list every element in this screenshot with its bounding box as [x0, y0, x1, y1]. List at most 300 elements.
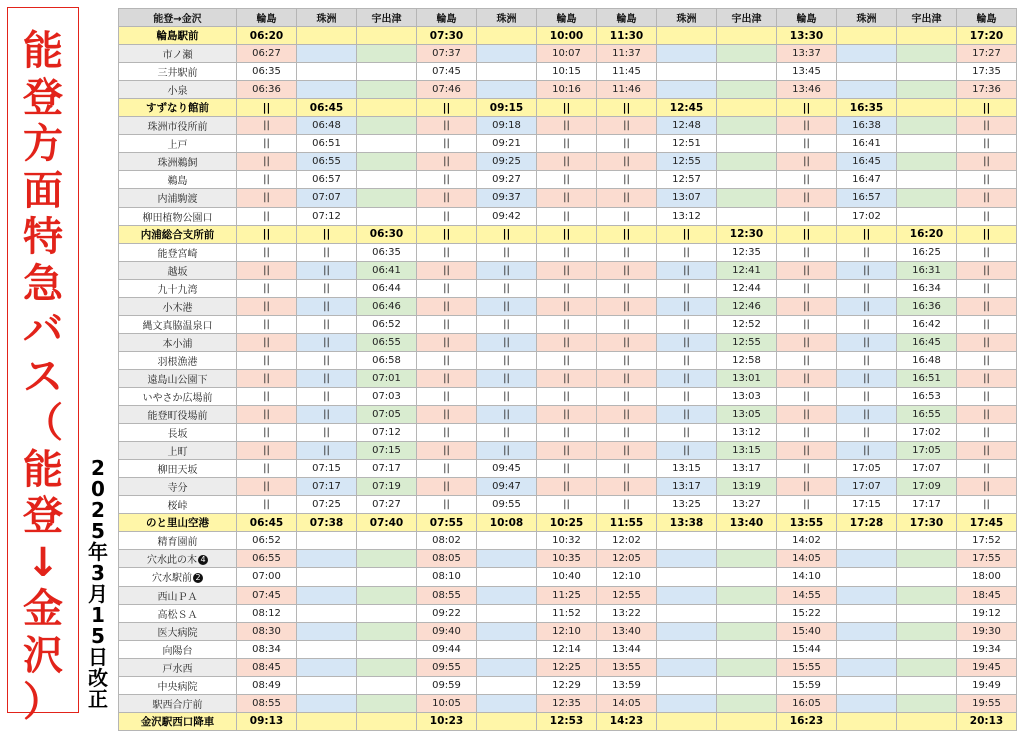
departure-time: 15:40	[777, 622, 837, 640]
departure-time: ||	[777, 406, 837, 424]
table-row	[119, 604, 1017, 622]
departure-time: ||	[957, 351, 1017, 369]
departure-time: 12:55	[597, 586, 657, 604]
departure-time: 16:57	[837, 189, 897, 207]
departure-time: ||	[777, 135, 837, 153]
departure-time	[897, 153, 957, 171]
departure-time: ||	[957, 387, 1017, 405]
stop-name	[119, 189, 237, 207]
departure-time	[357, 658, 417, 676]
departure-time: ||	[837, 243, 897, 261]
departure-time: ||	[297, 442, 357, 460]
departure-time: ||	[597, 333, 657, 351]
title-char: （	[23, 400, 63, 446]
departure-time: ||	[477, 333, 537, 351]
departure-time	[357, 568, 417, 586]
table-row	[119, 369, 1017, 387]
table-row	[119, 99, 1017, 117]
departure-time: ||	[597, 496, 657, 514]
departure-time	[717, 568, 777, 586]
departure-time	[357, 99, 417, 117]
title-panel	[7, 7, 79, 725]
departure-time	[897, 658, 957, 676]
departure-time	[477, 568, 537, 586]
departure-time: ||	[537, 225, 597, 243]
stop-name	[119, 550, 237, 568]
departure-time: ||	[237, 369, 297, 387]
departure-time	[297, 604, 357, 622]
departure-time: ||	[537, 99, 597, 117]
departure-time: 13:15	[717, 442, 777, 460]
departure-time: ||	[657, 351, 717, 369]
departure-time: 14:55	[777, 586, 837, 604]
departure-time: ||	[477, 261, 537, 279]
departure-time	[477, 586, 537, 604]
departure-time: ||	[477, 225, 537, 243]
departure-time: 06:45	[237, 514, 297, 532]
departure-time	[657, 586, 717, 604]
departure-time: 06:48	[297, 117, 357, 135]
departure-time: ||	[237, 387, 297, 405]
departure-time: 07:45	[417, 63, 477, 81]
departure-time: 16:38	[837, 117, 897, 135]
departure-time: 13:25	[657, 496, 717, 514]
title-char: 方	[23, 121, 63, 167]
departure-time: 12:51	[657, 135, 717, 153]
departure-time: ||	[417, 460, 477, 478]
title-char: 急	[23, 260, 63, 307]
departure-time: 19:34	[957, 640, 1017, 658]
stop-name	[119, 442, 237, 460]
departure-time	[657, 27, 717, 45]
stop-name	[119, 658, 237, 676]
departure-time: ||	[777, 351, 837, 369]
departure-time: 17:30	[897, 514, 957, 532]
departure-time: ||	[957, 153, 1017, 171]
departure-time	[717, 622, 777, 640]
departure-time: ||	[657, 333, 717, 351]
stop-name	[119, 604, 237, 622]
departure-time: 10:40	[537, 568, 597, 586]
stop-name-label: 内浦総合支所前	[140, 228, 215, 241]
revision-char: 月	[88, 582, 108, 606]
departure-time: ||	[657, 387, 717, 405]
departure-time	[717, 640, 777, 658]
stop-name	[119, 207, 237, 225]
departure-time	[837, 658, 897, 676]
departure-time: 12:10	[597, 568, 657, 586]
departure-time: 07:55	[417, 514, 477, 532]
departure-time	[477, 604, 537, 622]
revision-char: 5	[91, 624, 105, 648]
departure-time	[657, 604, 717, 622]
departure-time: 10:15	[537, 63, 597, 81]
title-char: 沢	[23, 632, 63, 679]
departure-time: ||	[297, 279, 357, 297]
departure-time	[297, 658, 357, 676]
departure-time: ||	[837, 424, 897, 442]
departure-time	[357, 694, 417, 712]
stop-name-label: 高松ＳＡ	[157, 609, 198, 621]
table-row	[119, 261, 1017, 279]
departure-time: ||	[417, 135, 477, 153]
departure-time: ||	[537, 261, 597, 279]
stop-name	[119, 460, 237, 478]
departure-time	[297, 622, 357, 640]
departure-time: ||	[957, 135, 1017, 153]
departure-time	[357, 640, 417, 658]
departure-time: ||	[237, 333, 297, 351]
departure-time	[477, 45, 537, 63]
departure-time: 06:52	[237, 532, 297, 550]
departure-time: ||	[837, 333, 897, 351]
departure-time	[717, 586, 777, 604]
departure-time: 17:45	[957, 514, 1017, 532]
departure-time: ||	[777, 243, 837, 261]
departure-time: 06:35	[357, 243, 417, 261]
departure-time	[357, 550, 417, 568]
departure-time: 16:45	[837, 153, 897, 171]
departure-time: 06:41	[357, 261, 417, 279]
departure-time: 17:55	[957, 550, 1017, 568]
departure-time	[717, 550, 777, 568]
departure-time: 13:19	[717, 478, 777, 496]
stop-name-label: 能登町役場前	[147, 411, 208, 423]
departure-time	[297, 532, 357, 550]
stop-name-label: すずなり館前	[145, 102, 210, 115]
departure-time: 10:25	[537, 514, 597, 532]
departure-time	[657, 63, 717, 81]
stop-name-label: 西山ＰＡ	[157, 591, 198, 603]
departure-time: ||	[297, 225, 357, 243]
departure-time: 10:00	[537, 27, 597, 45]
departure-time: ||	[297, 424, 357, 442]
departure-time: ||	[297, 243, 357, 261]
departure-time: ||	[477, 351, 537, 369]
departure-time: ||	[537, 333, 597, 351]
departure-time: 17:20	[957, 27, 1017, 45]
departure-time: ||	[777, 315, 837, 333]
departure-time: 13:12	[657, 207, 717, 225]
table-row	[119, 406, 1017, 424]
departure-time: ||	[417, 225, 477, 243]
departure-time: 16:20	[897, 225, 957, 243]
departure-time: ||	[657, 406, 717, 424]
departure-time: 17:05	[897, 442, 957, 460]
departure-time: 16:05	[777, 694, 837, 712]
header-destination: 珠洲	[657, 9, 717, 27]
departure-time: ||	[237, 406, 297, 424]
departure-time: 07:12	[297, 207, 357, 225]
departure-time	[657, 45, 717, 63]
departure-time: 10:05	[417, 694, 477, 712]
departure-time: 06:58	[357, 351, 417, 369]
departure-time: 13:55	[777, 514, 837, 532]
departure-time	[837, 27, 897, 45]
departure-time	[477, 694, 537, 712]
departure-time	[357, 189, 417, 207]
revision-char: 改	[88, 666, 108, 690]
departure-time	[897, 45, 957, 63]
departure-time: 16:53	[897, 387, 957, 405]
departure-time	[897, 712, 957, 730]
departure-time	[477, 676, 537, 694]
departure-time: 06:55	[357, 333, 417, 351]
stop-name	[119, 387, 237, 405]
title-char: 金	[23, 586, 63, 632]
departure-time: ||	[297, 387, 357, 405]
departure-time: 08:55	[417, 586, 477, 604]
header-destination: 輪島	[777, 9, 837, 27]
departure-time: 16:34	[897, 279, 957, 297]
departure-time: 12:55	[717, 333, 777, 351]
departure-time: ||	[417, 153, 477, 171]
departure-time: ||	[297, 333, 357, 351]
departure-time: 10:16	[537, 81, 597, 99]
departure-time: 14:05	[777, 550, 837, 568]
table-row	[119, 442, 1017, 460]
departure-time	[657, 676, 717, 694]
stop-name	[119, 406, 237, 424]
departure-time: 06:27	[237, 45, 297, 63]
departure-time: 16:47	[837, 171, 897, 189]
departure-time: 20:13	[957, 712, 1017, 730]
departure-time	[717, 135, 777, 153]
departure-time	[297, 27, 357, 45]
departure-time: 09:13	[237, 712, 297, 730]
departure-time: ||	[477, 387, 537, 405]
departure-time: 06:35	[237, 63, 297, 81]
departure-time: ||	[597, 406, 657, 424]
departure-time: ||	[297, 369, 357, 387]
departure-time: 09:25	[477, 153, 537, 171]
departure-time: ||	[597, 297, 657, 315]
stop-name	[119, 532, 237, 550]
table-row	[119, 297, 1017, 315]
stop-name	[119, 225, 237, 243]
departure-time: 09:45	[477, 460, 537, 478]
departure-time: ||	[777, 333, 837, 351]
departure-time: ||	[237, 225, 297, 243]
departure-time	[477, 658, 537, 676]
departure-time	[477, 622, 537, 640]
departure-time: 13:46	[777, 81, 837, 99]
table-row	[119, 27, 1017, 45]
departure-time: ||	[417, 406, 477, 424]
stop-name	[119, 694, 237, 712]
revision-date	[84, 458, 112, 710]
departure-time: 12:52	[717, 315, 777, 333]
departure-time: 13:40	[717, 514, 777, 532]
departure-time	[717, 63, 777, 81]
departure-time: 11:45	[597, 63, 657, 81]
table-row	[119, 658, 1017, 676]
departure-time	[717, 207, 777, 225]
departure-time: 07:30	[417, 27, 477, 45]
departure-time: 06:36	[237, 81, 297, 99]
departure-time: 07:19	[357, 478, 417, 496]
departure-time: 12:57	[657, 171, 717, 189]
departure-time	[357, 207, 417, 225]
departure-time: 07:27	[357, 496, 417, 514]
table-row	[119, 496, 1017, 514]
stop-name-label: 輪島駅前	[156, 30, 199, 43]
title-char: ス	[23, 353, 63, 400]
departure-time: ||	[597, 279, 657, 297]
departure-time: ||	[657, 369, 717, 387]
departure-time: 09:55	[417, 658, 477, 676]
stop-name-label: 三井駅前	[157, 68, 198, 80]
departure-time	[717, 189, 777, 207]
departure-time: 08:49	[237, 676, 297, 694]
departure-time: ||	[417, 117, 477, 135]
departure-time: ||	[417, 442, 477, 460]
departure-time	[717, 676, 777, 694]
timetable	[118, 8, 1017, 731]
departure-time: 13:03	[717, 387, 777, 405]
departure-time: 12:30	[717, 225, 777, 243]
departure-time: 08:30	[237, 622, 297, 640]
departure-time: ||	[297, 315, 357, 333]
departure-time: ||	[237, 351, 297, 369]
table-row	[119, 81, 1017, 99]
departure-time: 12:29	[537, 676, 597, 694]
departure-time	[357, 63, 417, 81]
table-row	[119, 694, 1017, 712]
departure-time: ||	[237, 171, 297, 189]
departure-time: 13:40	[597, 622, 657, 640]
departure-time: ||	[777, 496, 837, 514]
departure-time: 13:37	[777, 45, 837, 63]
departure-time: 12:05	[597, 550, 657, 568]
departure-time: ||	[537, 315, 597, 333]
departure-time: 17:36	[957, 81, 1017, 99]
departure-time	[297, 81, 357, 99]
stop-name-label: 能登宮崎	[157, 248, 198, 260]
departure-time: 08:10	[417, 568, 477, 586]
departure-time: ||	[417, 496, 477, 514]
departure-time: ||	[957, 297, 1017, 315]
departure-time: 17:07	[897, 460, 957, 478]
departure-time: ||	[597, 225, 657, 243]
departure-time: ||	[777, 478, 837, 496]
departure-time: 08:05	[417, 550, 477, 568]
revision-char: 5	[91, 519, 105, 543]
table-row	[119, 315, 1017, 333]
table-row	[119, 225, 1017, 243]
departure-time: 07:40	[357, 514, 417, 532]
departure-time: ||	[657, 315, 717, 333]
departure-time: ||	[657, 297, 717, 315]
departure-time: ||	[237, 99, 297, 117]
departure-time: ||	[597, 99, 657, 117]
stop-name	[119, 622, 237, 640]
table-row	[119, 712, 1017, 730]
timetable-header	[119, 9, 1017, 27]
departure-time: 12:41	[717, 261, 777, 279]
stop-name	[119, 333, 237, 351]
header-destination: 宇出津	[897, 9, 957, 27]
stop-name-label: 小泉	[167, 86, 188, 98]
departure-time: ||	[777, 117, 837, 135]
stop-name-label: 穴水駅前	[152, 573, 192, 585]
departure-time: ||	[657, 279, 717, 297]
departure-time: ||	[957, 478, 1017, 496]
departure-time: ||	[477, 442, 537, 460]
departure-time: 10:32	[537, 532, 597, 550]
table-row	[119, 333, 1017, 351]
title-char: 能	[23, 446, 63, 493]
departure-time	[897, 117, 957, 135]
departure-time: ||	[237, 478, 297, 496]
departure-time: 11:37	[597, 45, 657, 63]
departure-time: 12:46	[717, 297, 777, 315]
departure-time: 09:21	[477, 135, 537, 153]
departure-time: ||	[657, 424, 717, 442]
table-row	[119, 550, 1017, 568]
departure-time	[657, 532, 717, 550]
stop-name-label: 長坂	[167, 429, 188, 441]
departure-time: 07:15	[357, 442, 417, 460]
departure-time: ||	[957, 189, 1017, 207]
departure-time: 16:25	[897, 243, 957, 261]
departure-time	[717, 27, 777, 45]
departure-time	[897, 532, 957, 550]
departure-time: ||	[777, 171, 837, 189]
departure-time	[717, 171, 777, 189]
stop-name	[119, 297, 237, 315]
departure-time: 16:36	[897, 297, 957, 315]
departure-time: ||	[237, 243, 297, 261]
departure-time: 16:41	[837, 135, 897, 153]
stop-name	[119, 153, 237, 171]
departure-time: ||	[417, 333, 477, 351]
table-row	[119, 514, 1017, 532]
departure-time	[897, 189, 957, 207]
departure-time: 09:18	[477, 117, 537, 135]
departure-time: ||	[417, 261, 477, 279]
departure-time	[297, 568, 357, 586]
departure-time: ||	[537, 478, 597, 496]
stop-name-label: 向陽台	[162, 645, 193, 657]
departure-time: ||	[957, 261, 1017, 279]
departure-time: ||	[537, 189, 597, 207]
departure-time	[837, 586, 897, 604]
departure-time: 13:22	[597, 604, 657, 622]
departure-time: ||	[597, 207, 657, 225]
departure-time: 07:01	[357, 369, 417, 387]
departure-time: 16:31	[897, 261, 957, 279]
departure-time: ||	[237, 424, 297, 442]
departure-time: 16:45	[897, 333, 957, 351]
departure-time: 17:09	[897, 478, 957, 496]
departure-time: 07:25	[297, 496, 357, 514]
departure-time	[717, 117, 777, 135]
departure-time	[357, 135, 417, 153]
stop-name-label: 市ノ瀬	[162, 50, 193, 62]
stop-name-label: 上町	[167, 447, 188, 459]
departure-time: 08:45	[237, 658, 297, 676]
table-row	[119, 387, 1017, 405]
departure-time: ||	[837, 442, 897, 460]
departure-time: 07:12	[357, 424, 417, 442]
departure-time: ||	[537, 153, 597, 171]
departure-time: ||	[597, 460, 657, 478]
stop-name	[119, 261, 237, 279]
departure-time: ||	[537, 387, 597, 405]
stop-name	[119, 369, 237, 387]
departure-time	[837, 622, 897, 640]
